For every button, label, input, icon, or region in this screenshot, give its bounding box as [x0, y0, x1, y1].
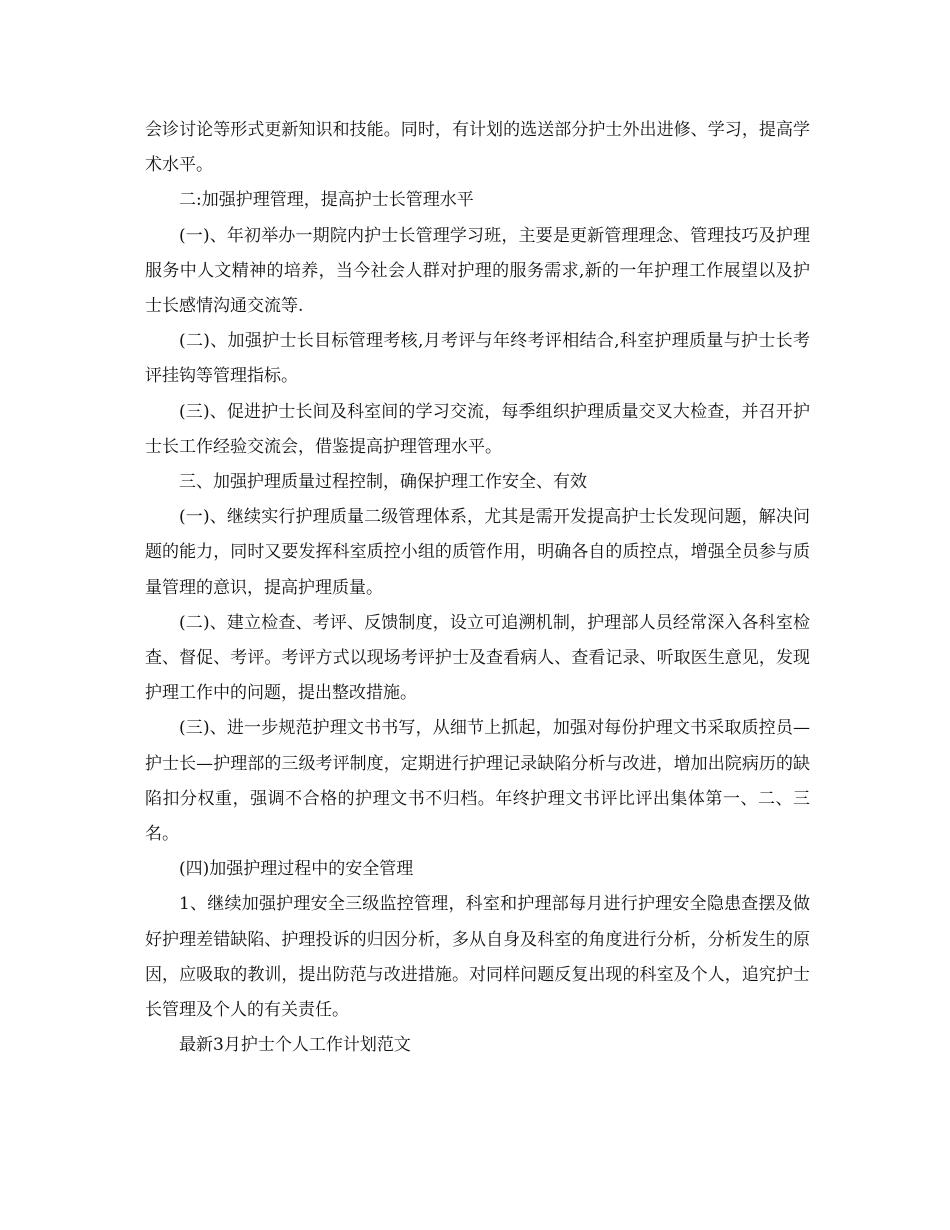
document-body	[145, 113, 810, 1063]
paragraph: (一)、年初举办一期院内护士长管理学习班，主要是更新管理理念、管理技巧及护理服务中人文精神的培养，当今社会人群对护理的服务需求,新的一年护理工作展望以及护士长感情沟通交流等.	[145, 225, 810, 317]
section-heading: 三、加强护理质量过程控制，确保护理工作安全、有效	[179, 472, 587, 493]
section-heading: 二:加强护理管理，提高护士长管理水平	[179, 190, 474, 211]
paragraph: (三)、进一步规范护理文书书写，从细节上抓起，加强对每份护理文书采取质控员—护士长—护理部的三级考评制度，定期进行护理记录缺陷分析与改进，增加出院病历的缺陷扣分权重，强调不合格的护理文书不归档。年终护理文书评比评出集体第一、二、三名。	[145, 718, 810, 845]
subsection-heading: (四)加强护理过程中的安全管理	[179, 859, 414, 880]
paragraph: (一)、继续实行护理质量二级管理体系，尤其是需开发提高护士长发现问题，解决问题的能力，同时又要发挥科室质控小组的质管作用，明确各自的质控点，增强全员参与质量管理的意识，提高护理质量。	[145, 507, 810, 598]
paragraph: (二)、加强护士长目标管理考核,月考评与年终考评相结合,科室护理质量与护士长考评挂钩等管理指标。	[145, 331, 810, 387]
paragraph: 会诊讨论等形式更新知识和技能。同时，有计划的选送部分护士外出进修、学习，提高学术水平。	[145, 120, 810, 176]
paragraph: (三)、促进护士长间及科室间的学习交流，每季组织护理质量交叉大检查，并召开护士长工作经验交流会，借鉴提高护理管理水平。	[145, 401, 810, 457]
paragraph: (二)、建立检查、考评、反馈制度，设立可追溯机制，护理部人员经常深入各科室检查、督促、考评。考评方式以现场考评护士及查看病人、查看记录、听取医生意见，发现护理工作中的问题，提出整改措施。	[145, 612, 810, 704]
paragraph: 1、继续加强护理安全三级监控管理，科室和护理部每月进行护理安全隐患查摆及做好护理差错缺陷、护理投诉的归因分析，多从自身及科室的角度进行分析，分析发生的原因，应吸取的教训，提出防范与改进措施。对同样问题反复出现的科室及个人，追究护士长管理及个人的有关责任。	[145, 894, 810, 1021]
closing-title: 最新3月护士个人工作计划范文	[179, 1035, 411, 1056]
